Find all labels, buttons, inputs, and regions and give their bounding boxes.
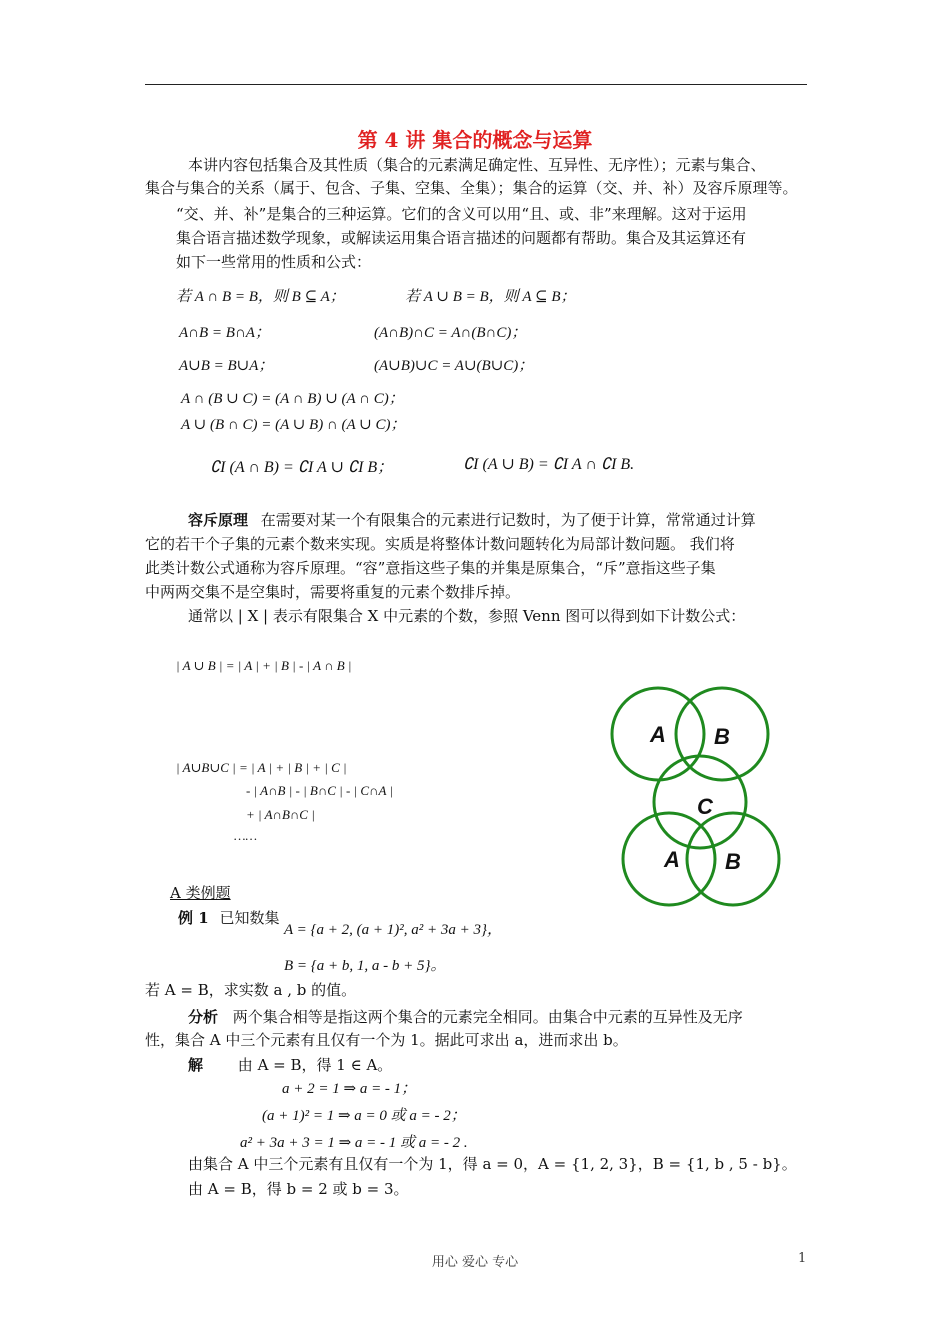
page-number: 1 [798,1251,807,1266]
venn-label-top-a: A [650,722,666,747]
three-set-formula-line-2: - | A∩B | - | B∩C | - | C∩A | [246,783,393,798]
example-set-a: A = {a + 2, (a + 1)², a² + 3a + 3}， [284,922,502,938]
inclusion-paragraph-line-2: 它的若干个子集的元素个数来实现。实质是将整体计数问题转化为局部计数问题。 我们将 [145,535,735,553]
solution-conclusion-1: 由集合 A 中三个元素有且仅有一个为 1，得 a = 0，A = {1, 2, 3}，B = {1, b , 5 - b}。 [188,1155,797,1173]
example-set-b: B = {a + b, 1, a - b + 5}。 [284,958,446,974]
inclusion-paragraph-line-3: 此类计数公式通称为容斥原理。“容”意指这些子集的并集是原集合，“斥”意指这些子集 [145,559,716,577]
venn-label-c: C [697,794,713,819]
formula-commute-intersection: A∩B = B∩A； [179,325,270,341]
intro-line-4: 集合语言描述数学现象，或解读运用集合语言描述的问题都有帮助。集合及其运算还有 [176,229,747,247]
venn-label-top-b: B [714,724,730,749]
venn-intro-line: 通常以 | X | 表示有限集合 X 中元素的个数，参照 Venn 图可以得到如下计数公式： [188,607,746,625]
example-given: 已知数集 [219,909,280,927]
inclusion-heading: 容斥原理 [188,511,249,529]
three-set-formula-line-1: | A∪B∪C | = | A | + | B | + | C | [176,760,347,775]
solution-intro: 由 A = B，得 1 ∈ A。 [237,1056,393,1074]
formula-subset-intersection: 若 A ∩ B = B，则 B ⊆ A； [176,289,345,305]
formula-distributive-2: A ∪ (B ∩ C) = (A ∪ B) ∩ (A ∪ C)； [181,417,406,433]
solution-intro-line [188,1054,392,1077]
section-heading: A 类例题 [170,884,231,902]
intro-line-3: “交、并、补”是集合的三种运算。它们的含义可以用“且、或、非”来理解。这对于运用 [176,205,747,223]
solution-case-3: a² + 3a + 3 = 1 ⇒ a = - 1 或 a = - 2 . [240,1135,468,1151]
formula-assoc-intersection: (A∩B)∩C = A∩(B∩C)； [374,325,527,341]
formula-distributive-1: A ∩ (B ∪ C) = (A ∩ B) ∪ (A ∩ C)； [181,391,404,407]
analysis-text-1: 两个集合相等是指这两个集合的元素完全相同。由集合中元素的互异性及无序 [232,1008,743,1026]
inclusion-text-1: 在需要对某一个有限集合的元素进行记数时，为了便于计算，常常通过计算 [260,511,756,529]
example-question: 若 A = B，求实数 a , b 的值。 [145,981,357,999]
inclusion-paragraph-line-4: 中两两交集不是空集时，需要将重复的元素个数排斥掉。 [145,583,521,601]
three-set-formula-line-3: + | A∩B∩C | [246,807,315,822]
three-set-formula-ellipsis: …… [234,828,258,843]
analysis-label: 分析 [188,1008,219,1026]
venn-label-bottom-b: B [725,849,741,874]
solution-case-2: (a + 1)² = 1 ⇒ a = 0 或 a = - 2； [262,1108,466,1124]
two-set-count-formula: | A ∪ B | = | A | + | B | - | A ∩ B | [176,658,352,673]
page-title: 第 4 讲 集合的概念与运算 [357,128,593,152]
venn-label-bottom-a: A [664,847,680,872]
formula-commute-union: A∪B = B∪A； [179,358,274,374]
inclusion-paragraph-line-1 [188,509,756,532]
header-rule [145,84,807,85]
venn-diagram [600,680,790,910]
formula-demorgan-2: ∁I (A ∪ B) = ∁I A ∩ ∁I B. [463,456,635,473]
intro-line-5: 如下一些常用的性质和公式： [176,253,372,271]
analysis-line-1 [188,1006,743,1029]
formula-subset-union: 若 A ∪ B = B，则 A ⊆ B； [405,289,576,305]
solution-label: 解 [188,1056,204,1074]
formula-demorgan-1: ∁I (A ∩ B) = ∁I A ∪ ∁I B； [210,459,394,476]
example-label: 例 1 [178,909,209,927]
footer-slogan: 用心 爱心 专心 [431,1255,519,1270]
formula-assoc-union: (A∪B)∪C = A∪(B∪C)； [374,358,534,374]
intro-line-2: 集合与集合的关系（属于、包含、子集、空集、全集）；集合的运算（交、并、补）及容斥原理等。 [145,179,798,197]
solution-case-1: a + 2 = 1 ⇒ a = - 1； [282,1081,417,1097]
analysis-line-2: 性，集合 A 中三个元素有且仅有一个为 1。据此可求出 a，进而求出 b。 [145,1031,628,1049]
example-1-header [178,907,279,930]
intro-line-1: 本讲内容包括集合及其性质（集合的元素满足确定性、互异性、无序性）；元素与集合、 [188,156,766,174]
solution-conclusion-2: 由 A = B，得 b = 2 或 b = 3。 [188,1180,409,1198]
